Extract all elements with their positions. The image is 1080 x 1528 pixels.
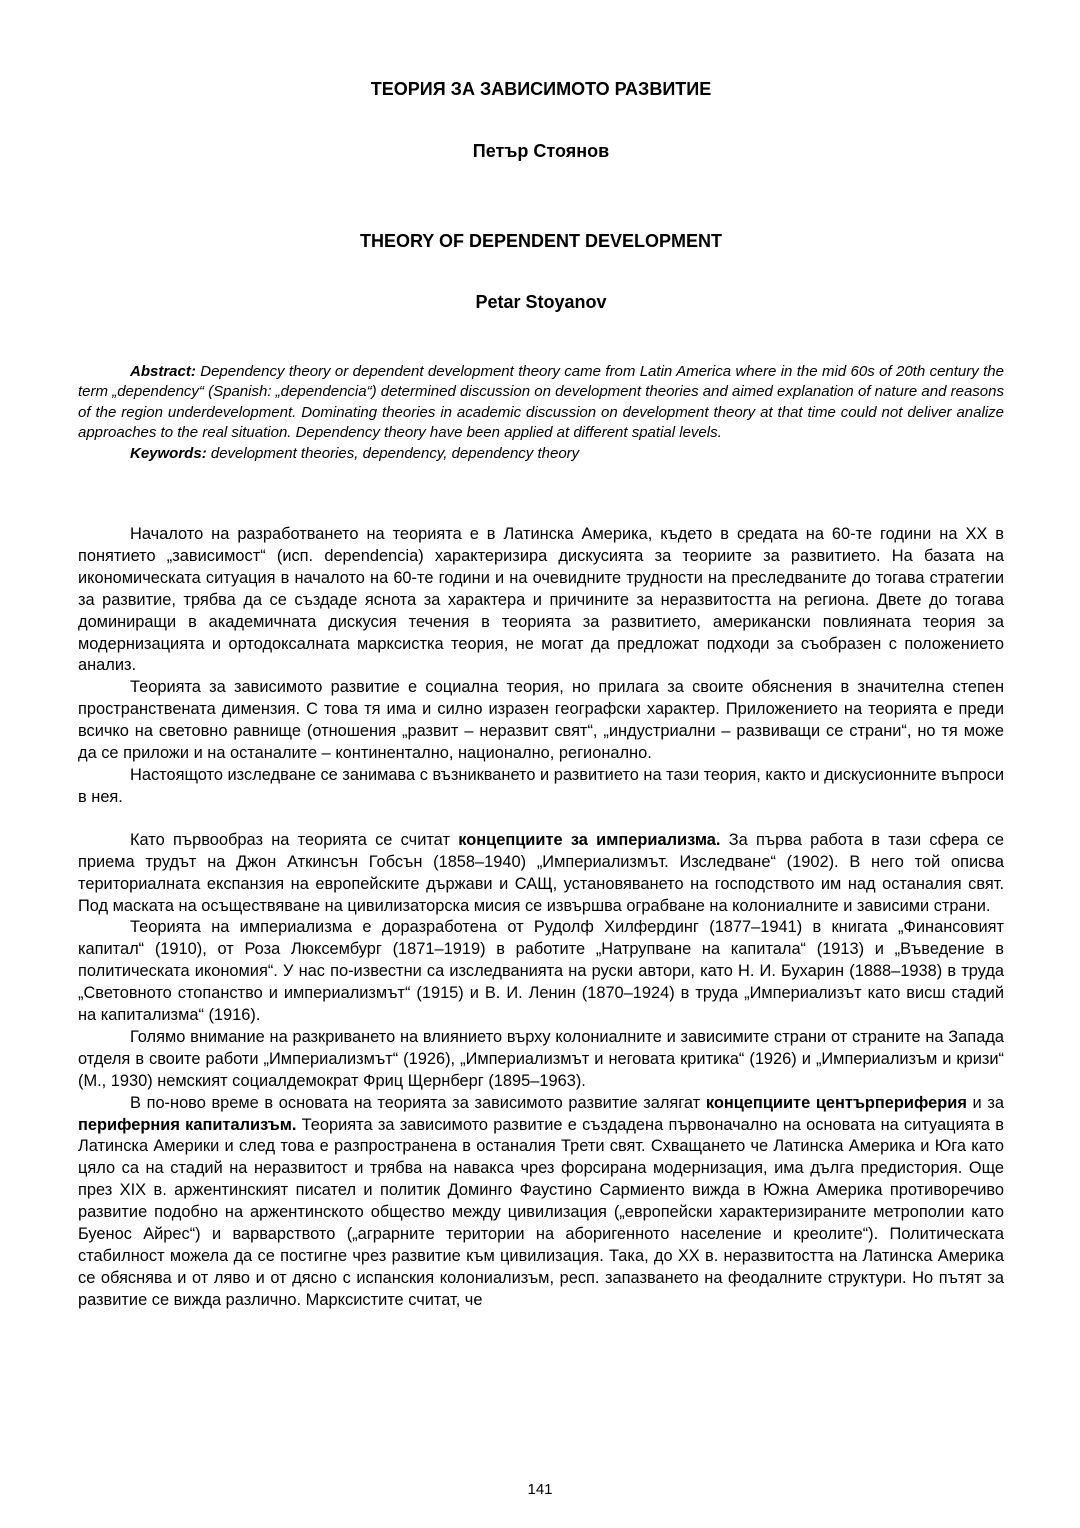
paragraph-7-bold-1: концепциите центърпериферия <box>705 1093 967 1112</box>
paragraph-7-mid: и за <box>966 1093 1004 1112</box>
keywords-text: development theories, dependency, dependency theory <box>206 444 580 462</box>
paragraph-3: Настоящото изследване се занимава с възникването и развитието на тази теория, както и дискусионните въпроси в нея. <box>78 765 1004 806</box>
paragraph-4-end: За първа работа в тази сфера се приема трудът на Джон Аткинсън Гобсън (1858–1940) „Империализмът. Изследване“ (1902). В него той описва териториалната експанзия на европейските държави и САЩ, установяването на господството им над останалия свят. Под маската на осъществяване на цивилизаторска мисия се извършва ограбване на колониалните и зависими страни. <box>78 830 1004 915</box>
paragraph-1: Началото на разработването на теорията е в Латинска Америка, където в средата на 60-те години на XX в понятието „зависимост“ (исп. dependencia) характеризира дискусията за теориите за развитието. На базата на икономическата ситуация в началото на 60-те години и на очевидните трудности на преследваните до тогава стратегии за развитие, трябва да се създаде яснота за характера и причините за неразвитостта на региона. Двете до тогава доминиращи в академичната дискусия течения в теорията за развитието, американски повлияната теория за модернизацията и ортодоксалната марксистка теория, не могат да предложат подходи за съобразен с положението анализ. <box>78 525 1004 675</box>
abstract-label: Abstract: <box>130 363 196 380</box>
title-bulgarian: ТЕОРИЯ ЗА ЗАВИСИМОТО РАЗВИТИЕ <box>370 79 712 99</box>
abstract-paragraph <box>78 362 1004 444</box>
paragraph-7-bold-2: периферния капитализъм. <box>78 1115 297 1134</box>
paragraph-7 <box>78 1093 1004 1312</box>
page-number: 141 <box>527 1481 553 1498</box>
paragraph-4-bold: концепциите за империализма. <box>458 830 721 849</box>
abstract-block <box>78 362 1004 464</box>
body-text <box>78 524 1004 1312</box>
paragraph-4-start: Като първообраз на теорията се считат <box>130 830 459 849</box>
keywords-paragraph <box>78 444 1004 464</box>
paragraph-7-end: Теорията за зависимото развитие е създадена първоначално на основата на ситуацията в Латинска Америки и след това е разпространена в останалия Трети свят. Схващането че Латинска Америка и Юга като цяло са на стадий на неразвитост и трябва на наваксa чрез форсирана модернизация, има дълга предистория. Още през XIX в. аржентинският писател и политик Доминго Фаустино Сармиенто вижда в Южна Америка противоречиво развитие подобно на аржентинското общество между цивилизация („европейски характеризираните метрополии като Буенос Айрес“) и варварството („аграрните територии на аборигенното население и креолите“). Политическата стабилност можела да се постигне чрез развитие към цивилизация. Така, до XX в. неразвитостта на Латинска Америка се обяснява и от ляво и от дясно с испанския колониализъм, респ. запазването на феодалните структури. Но пътят за развитие се вижда различно. Марксистите считат, че <box>78 1115 1004 1309</box>
author-bulgarian: Петър Стоянов <box>472 141 610 161</box>
keywords-label: Keywords: <box>130 444 207 462</box>
title-english: THEORY OF DEPENDENT DEVELOPMENT <box>359 231 723 251</box>
paragraph-5: Теорията на империализма е доразработена от Рудолф Хилфердинг (1877–1941) в книгата „Финансовият капитал“ (1910), от Роза Люксембург (1871–1919) в работите „Натрупване на капитала“ (1913) и „Въведение в политическата икономия“. У нас по-известни са изследванията на руски автори, като Н. И. Бухарин (1888–1938) в труда „Световното стопанство и империализмът“ (1915) и В. И. Ленин (1870–1924) в труда „Империализът като висш стадий на капитализма“ (1916). <box>78 918 1004 1025</box>
abstract-text: Dependency theory or dependent development theory came from Latin America where in the mid 60s of 20th century the term „dependency“ (Spanish: „dependencia“) determined discussion on development theories and aimed explanation of nature and reasons of the region underdevelopment. Dominating theories in academic discussion on development theory at that time could not deliver analize approaches to the real situation. Dependency theory have been applied at different spatial levels. <box>78 363 1004 442</box>
paragraph-2: Теорията за зависимото развитие е социална теория, но прилага за своите обяснения в значителна степен пространствената димензия. С това тя има и силно изразен географски характер. Приложението на теорията е преди всичко на световно равнище (отношения „развит – неразвит свят“, „индустриални – развиващи се страни“, но тя може да се приложи и на останалите – континентално, национално, регионално. <box>78 678 1004 763</box>
paragraph-6: Голямо внимание на разкриването на влиянието върху колониалните и зависимите страни от страните на Запада отделя в своите работи „Империализмът“ (1926), „Империализмът и неговата критика“ (1926) и „Империализъм и кризи“ (М., 1930) немският социалдемократ Фриц Щернберг (1895–1963). <box>78 1027 1004 1090</box>
author-english: Petar Stoyanov <box>475 292 607 312</box>
paragraph-4 <box>78 830 1004 918</box>
paragraph-7-start: В по-ново време в основата на теорията за зависимото развитие залягат <box>130 1093 706 1112</box>
